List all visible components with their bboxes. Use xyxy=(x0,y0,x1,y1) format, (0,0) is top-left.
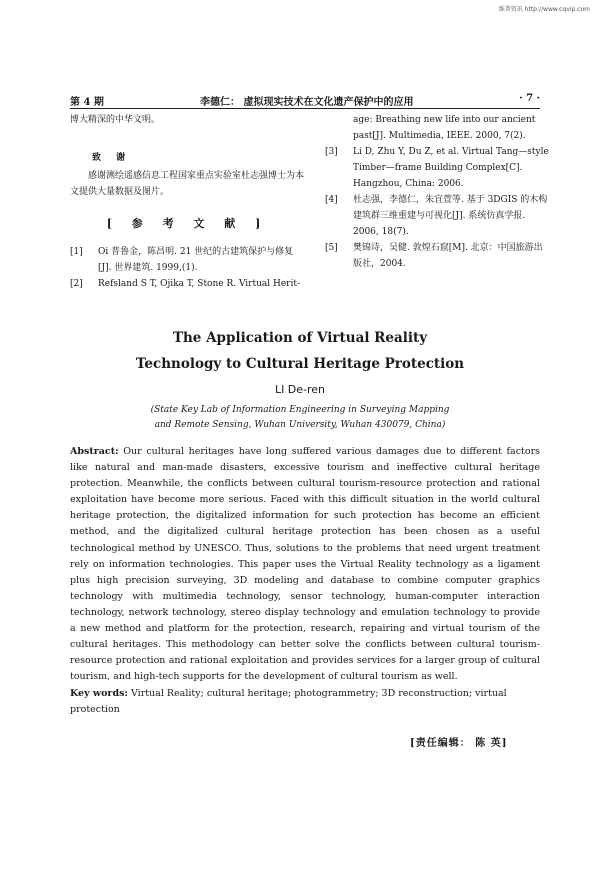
keywords xyxy=(70,686,540,718)
watermark: 维普资讯 http://www.cqvip.com xyxy=(498,6,590,13)
english-title-line: Technology to Cultural Heritage Protection xyxy=(135,356,465,372)
reference-number: [3] xyxy=(325,147,338,157)
affiliation xyxy=(60,403,540,433)
header-rule xyxy=(70,108,540,109)
issue-number: 第 4 期 xyxy=(70,97,104,108)
page-number: · 7 · xyxy=(519,93,540,104)
reference-continuation: age: Breathing new life into our ancient past[J]. Multimedia, IEEE. 2000, 7(2). xyxy=(353,115,536,141)
reference-number: [4] xyxy=(325,195,338,205)
english-title xyxy=(60,325,540,377)
reference-item xyxy=(70,244,305,276)
author-name: LI De-ren xyxy=(274,383,326,396)
abstract xyxy=(70,444,540,685)
affiliation-line: and Remote Sensing, Wuhan University, Wuhan 430079, China) xyxy=(154,420,446,430)
reference-text: Refsland S T, Ojika T, Stone R. Virtual Herit- xyxy=(98,279,301,289)
reference-number: [1] xyxy=(70,247,83,257)
reference-item xyxy=(325,144,550,192)
reference-text: 杜志强，李德仁，朱宜萱等. 基于 3DGIS 的木构建筑群三维重建与可视化[J]. 系统仿真学报. 2006, 18(7). xyxy=(353,195,548,237)
responsible-editor: [责任编辑： 陈 英] xyxy=(410,738,508,749)
reference-item xyxy=(325,240,550,272)
abstract-text: Our cultural heritages have long suffered various damages due to different factors like natural and man-made disasters, excessive tourism and ineffective cultural heritage protection. Meanwhile, the conflicts between cultural tourism-resource protection and rational exploitation have become more serious. Faced with this difficult situation in the world cultural heritage protection, the digitalized information for such protection has become an efficient method, and the digitalized cultural heritage protection has been chosen as a useful technological method by UNESCO. Thus, solutions to the problems that need urgent treatment rely on information technologies. This paper uses the Virtual Reality technology as a ligament plus high precision surveying, 3D modeling and database to combine computer graphics technology with multimedia technology, sensor technology, human-computer interaction technology, network technology, stereo display technology and emulation technology to provide a new method and platform for the protection, research, repairing and virtual tourism of the cultural heritages. This methodology can better solve the conflicts between cultural tourism-resource protection and rational exploitation and provides services for a larger group of cultural tourism, and high-tech supports for the development of cultural tourism as well. xyxy=(70,446,540,683)
running-head xyxy=(70,93,540,109)
article-running-title: 李德仁： 虚拟现实技术在文化遗产保护中的应用 xyxy=(200,97,414,108)
continuation-text: 博大精深的中华文明。 xyxy=(70,115,161,125)
acknowledgement-title: 致 谢 xyxy=(92,153,132,163)
reference-item xyxy=(70,276,305,292)
abstract-label: Abstract: xyxy=(70,446,119,457)
reference-number: [5] xyxy=(325,243,338,253)
right-column xyxy=(325,112,550,272)
reference-number: [2] xyxy=(70,279,83,289)
left-column xyxy=(70,112,305,292)
keywords-label: Key words: xyxy=(70,688,128,699)
acknowledgement-text: 感谢测绘遥感信息工程国家重点实验室杜志强博士为本文提供大量数据及图片。 xyxy=(70,171,305,197)
english-title-line: The Application of Virtual Reality xyxy=(172,330,428,346)
reference-text: 樊锦诗，吴健. 敦煌石窟[M]. 北京：中国旅游出版社，2004. xyxy=(353,243,543,269)
reference-text: Li D, Zhu Y, Du Z, et al. Virtual Tang—style Timber—frame Building Complex[C]. Hangzhou, China: 2006. xyxy=(353,147,549,189)
reference-item xyxy=(325,192,550,240)
keywords-text: Virtual Reality; cultural heritage; photogrammetry; 3D reconstruction; virtual protection xyxy=(70,688,507,715)
reference-text: Oi 普鲁金，陈昌明. 21 世纪的古建筑保护与修复[J]. 世界建筑. 1999,(1). xyxy=(98,247,294,273)
references-title: [ 参 考 文 献 ] xyxy=(106,217,269,230)
affiliation-line: (State Key Lab of Information Engineering in Surveying Mapping xyxy=(150,405,450,415)
